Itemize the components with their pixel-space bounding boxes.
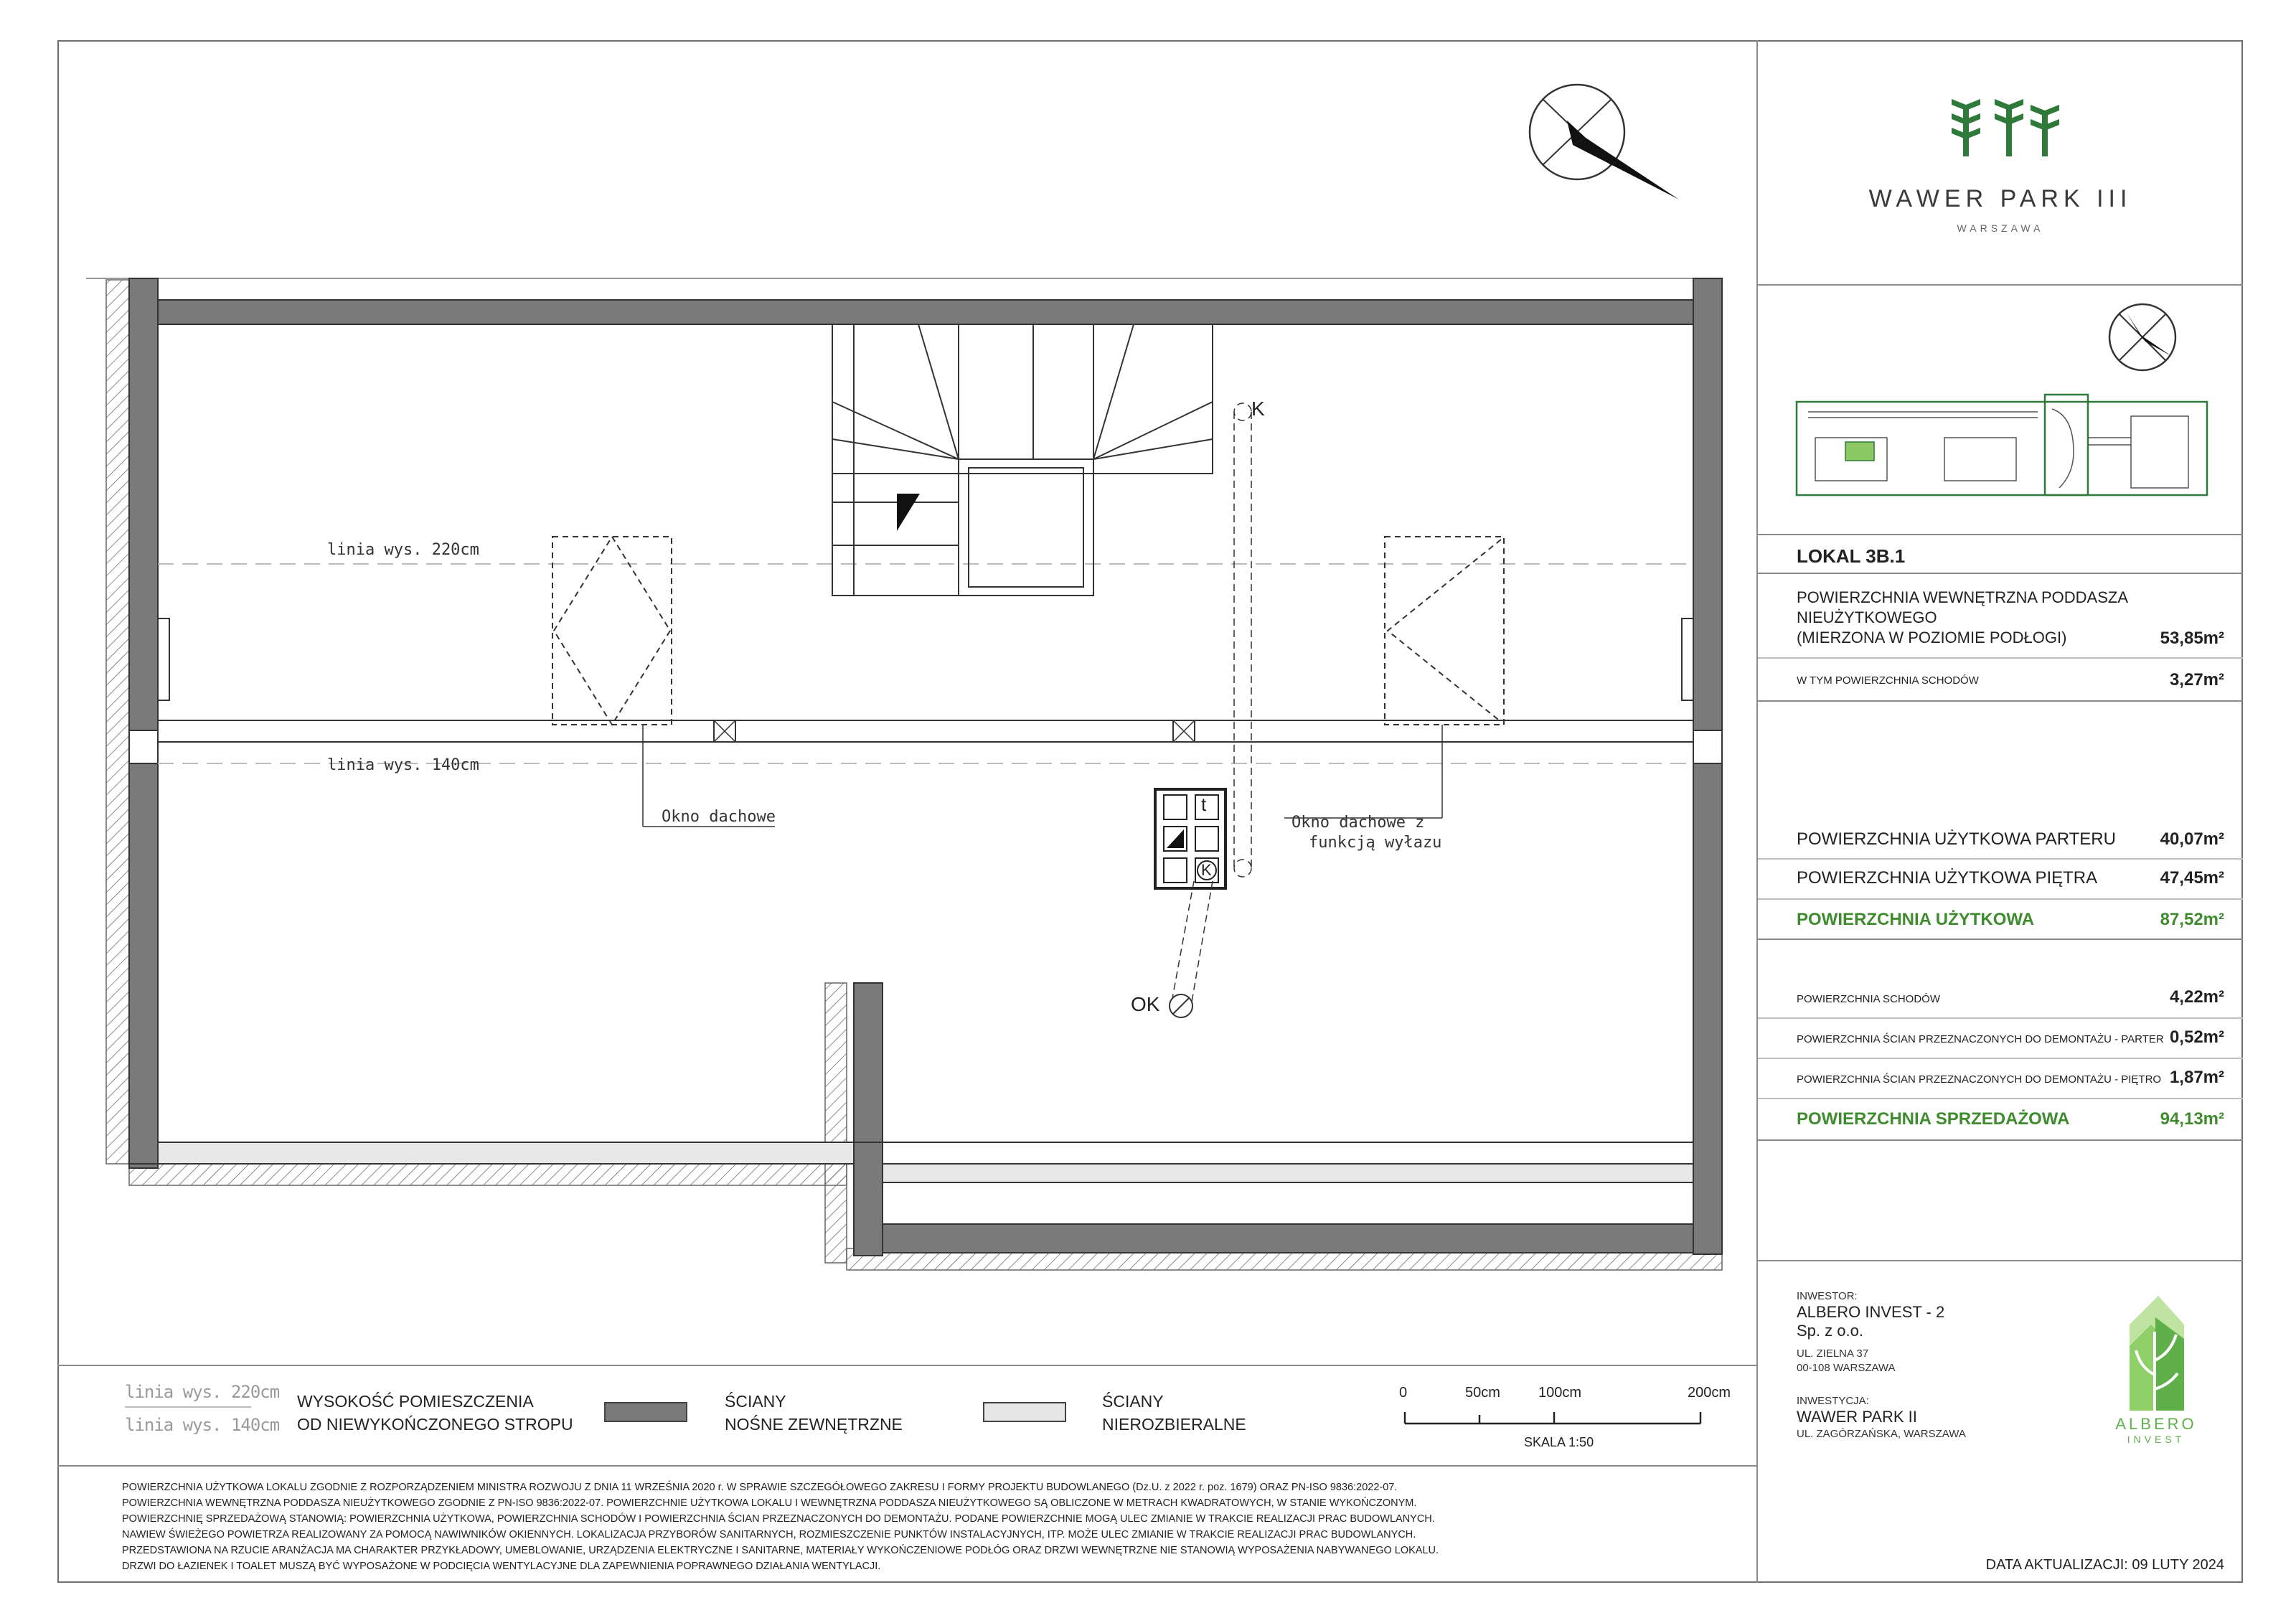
albero-logo-text-2: INVEST [2127,1434,2186,1445]
legend-line-220: linia wys. 220cm [125,1382,280,1402]
wall-bottom [883,1224,1693,1253]
footnote-4: NAWIEW ŚWIEŻEGO POWIETRZA REALIZOWANY ZA POMOCĄ NAWIWNIKÓW OKIENNYCH. LOKALIZACJA PRZYBORÓW SANITARNYCH, ROZMIESZCZENIE PUNKTÓW INSTALACYJNYCH, ITP. MOŻE ULEC ZMIANIE W TRAKCIE REALIZACJI PRAC BUDOWLANYCH. [122,1529,1416,1540]
skylight-exit-label-1: Okno dachowe z [1292,814,1425,832]
panel-divider-3 [1758,573,2243,574]
footnote-3: POWIERZCHNIĘ SPRZEDAŻOWĄ STANOWIĄ: POWIERZCHNIA UŻYTKOWA, POWIERZCHNIA SCHODÓW I POWIERZCHNIA ŚCIAN PRZEZNACZONYCH DO DEMONTAŻU. PODANE POWIERZCHNIE MOGĄ ULEC ZMIANIE W TRAKCIE REALIZACJI PRAC BUDOWLANYCH. [122,1513,1435,1525]
footnote-5: PRZEDSTAWIONA NA RZUCIE ARANŻACJA MA CHARAKTER PRZYKŁADOWY, UMEBLOWANIE, URZĄDZENIA ELEKTRYCZNE I SANITARNE, MATERIAŁY WYKOŃCZENIOWE PODŁÓG ORAZ DRZWI WEWNĘTRZNE NIE STANOWIĄ WYPOSAŻENIA NABYWANEGO LOKALU. [122,1545,1439,1556]
legend-nonremovable-1: ŚCIANY [1102,1392,1164,1411]
k-label: K [1251,397,1265,420]
insulation-left [106,280,129,1164]
row-attic-label-1: POWIERZCHNIA WEWNĘTRZNA PODDASZA [1797,588,2129,606]
footnote-separator [57,1465,1758,1467]
wall-top [158,300,1693,324]
legend-height-1: WYSOKOŚĆ POMIESZCZENIA [297,1392,534,1411]
unit-title: LOKAL 3B.1 [1797,545,1906,567]
line-220-label: linia wys. 220cm [327,541,479,559]
legend-height-2: OD NIEWYKOŃCZONEGO STROPU [297,1415,573,1434]
panel-divider-2 [1758,534,2243,535]
legend-bearing-2: NOŚNE ZEWNĘTRZNE [725,1415,903,1434]
investor-address-2: 00-108 WARSZAWA [1797,1362,1896,1374]
scale-tick-200: 200cm [1688,1385,1731,1401]
footnotes [122,1479,1700,1574]
staircase [832,324,1213,596]
row-usable-label: POWIERZCHNIA UŻYTKOWA [1797,910,2035,929]
row-attic-value: 53,85m² [2160,629,2224,648]
compass-main [1530,85,1679,199]
investment-name: WAWER PARK II [1797,1408,1917,1426]
row-floor-label: POWIERZCHNIA UŻYTKOWA PIĘTRA [1797,868,2098,888]
legend-line-140: linia wys. 140cm [125,1415,280,1435]
brand-city: WARSZAWA [1957,222,2044,234]
insulation-bottom-left [129,1164,847,1185]
footnote-2: POWIERZCHNIA WEWNĘTRZNA PODDASZA NIEUŻYTKOWEGO ZGODNIE Z PN-ISO 9836:2022-07. POWIERZCHNIE UŻYTKOWA LOKALU I WEWNĘTRZNA PODDASZA NIEUŻYTKOWEGO SĄ OBLICZONE W METRACH KWADRATOWYCH, W STANIE WYKOŃCZONYM. [122,1497,1417,1509]
legend-nonremovable-2: NIEROZBIERALNE [1102,1415,1246,1434]
row-walls-ground-label: POWIERZCHNIA ŚCIAN PRZEZNACZONYCH DO DEMONTAŻU - PARTER [1797,1033,2164,1045]
investment-label: INWESTYCJA: [1797,1395,1869,1407]
legend-bearing-swatch [604,1402,687,1422]
footnote-1: POWIERZCHNIA UŻYTKOWA LOKALU ZGODNIE Z ROZPORZĄDZENIEM MINISTRA ROZWOJU Z DNIA 11 WRZEŚNIA 2020 r. W SPRAWIE SZCZEGÓŁOWEGO ZAKRESU I FORMY PROJEKTU BUDOWLANEGO (Dz.U. z 2022 r. poz. 1679) ORAZ PN-ISO 9836:2022-07. [122,1482,1398,1493]
brand-name: WAWER PARK III [1868,185,2132,212]
row-usable-value: 87,52m² [2160,910,2224,929]
legend-separator [57,1365,1758,1366]
update-date: DATA AKTUALIZACJI: 09 LUTY 2024 [1985,1557,2224,1573]
line-140-label: linia wys. 140cm [327,756,479,774]
row-walls-floor-label: POWIERZCHNIA ŚCIAN PRZEZNACZONYCH DO DEMONTAŻU - PIĘTRO [1797,1073,2162,1086]
row-sales-value: 94,13m² [2160,1109,2224,1129]
row-walls-floor-value: 1,87m² [2169,1068,2224,1087]
panel-divider-1 [1758,284,2243,286]
scale-bar [1399,1409,1729,1431]
wall-left [129,278,158,1168]
scale-tick-50: 50cm [1465,1385,1500,1401]
row-floor-value: 47,45m² [2160,868,2224,888]
legend-bearing-1: ŚCIANY [725,1392,786,1411]
row-stairs-attic-value: 3,27m² [2169,670,2224,690]
wall-step [854,983,883,1256]
scale-tick-100: 100cm [1538,1385,1582,1401]
row-attic-label-3: (MIERZONA W POZIOMIE PODŁOGI) [1797,629,2067,646]
row-sales-label: POWIERZCHNIA SPRZEDAŻOWA [1797,1109,2070,1129]
skylight-label: Okno dachowe [662,808,776,826]
scale-label: SKALA 1:50 [1524,1435,1594,1449]
investor-name-1: ALBERO INVEST - 2 [1797,1303,1945,1321]
row-stairs-label: POWIERZCHNIA SCHODÓW [1797,993,1941,1005]
investor-name-2: Sp. z o.o. [1797,1322,1863,1340]
wall-right [1693,278,1722,1254]
site-plan-map [1794,387,2210,502]
ok-label: OK [1131,993,1160,1015]
albero-logo-text-1: ALBERO [2115,1415,2197,1433]
row-ground-label: POWIERZCHNIA UŻYTKOWA PARTERU [1797,829,2116,849]
investor-address-1: UL. ZIELNA 37 [1797,1347,1869,1360]
investment-address: UL. ZAGÓRZAŃSKA, WARSZAWA [1797,1428,1966,1440]
row-attic-label-2: NIEUŻYTKOWEGO [1797,608,1937,626]
insulation-step [825,983,847,1263]
t-label: t [1201,794,1207,815]
wawer-park-logo [1937,92,2066,164]
legend-nonremovable-swatch [983,1402,1066,1422]
compass-small [2107,301,2178,373]
row-stairs-value: 4,22m² [2169,987,2224,1007]
k-circle-label: K [1201,861,1212,879]
skylight-exit-label-2: funkcją wyłazu [1309,834,1442,852]
panel-divider-investor [1758,1260,2243,1261]
albero-invest-logo [2115,1289,2194,1411]
row-ground-value: 40,07m² [2160,829,2224,849]
row-stairs-attic-label: W TYM POWIERZCHNIA SCHODÓW [1797,674,1979,687]
scale-tick-0: 0 [1399,1385,1408,1401]
row-walls-ground-value: 0,52m² [2169,1027,2224,1047]
investor-label: INWESTOR: [1797,1290,1858,1302]
footnote-6: DRZWI DO ŁAZIENEK I TOALET MUSZĄ BYĆ WYPOSAŻONE W PODCIĘCIA WENTYLACYJNE DLA ZAPEWNIENIA POPRAWNEGO DZIAŁANIA WENTYLACJI. [122,1561,881,1572]
